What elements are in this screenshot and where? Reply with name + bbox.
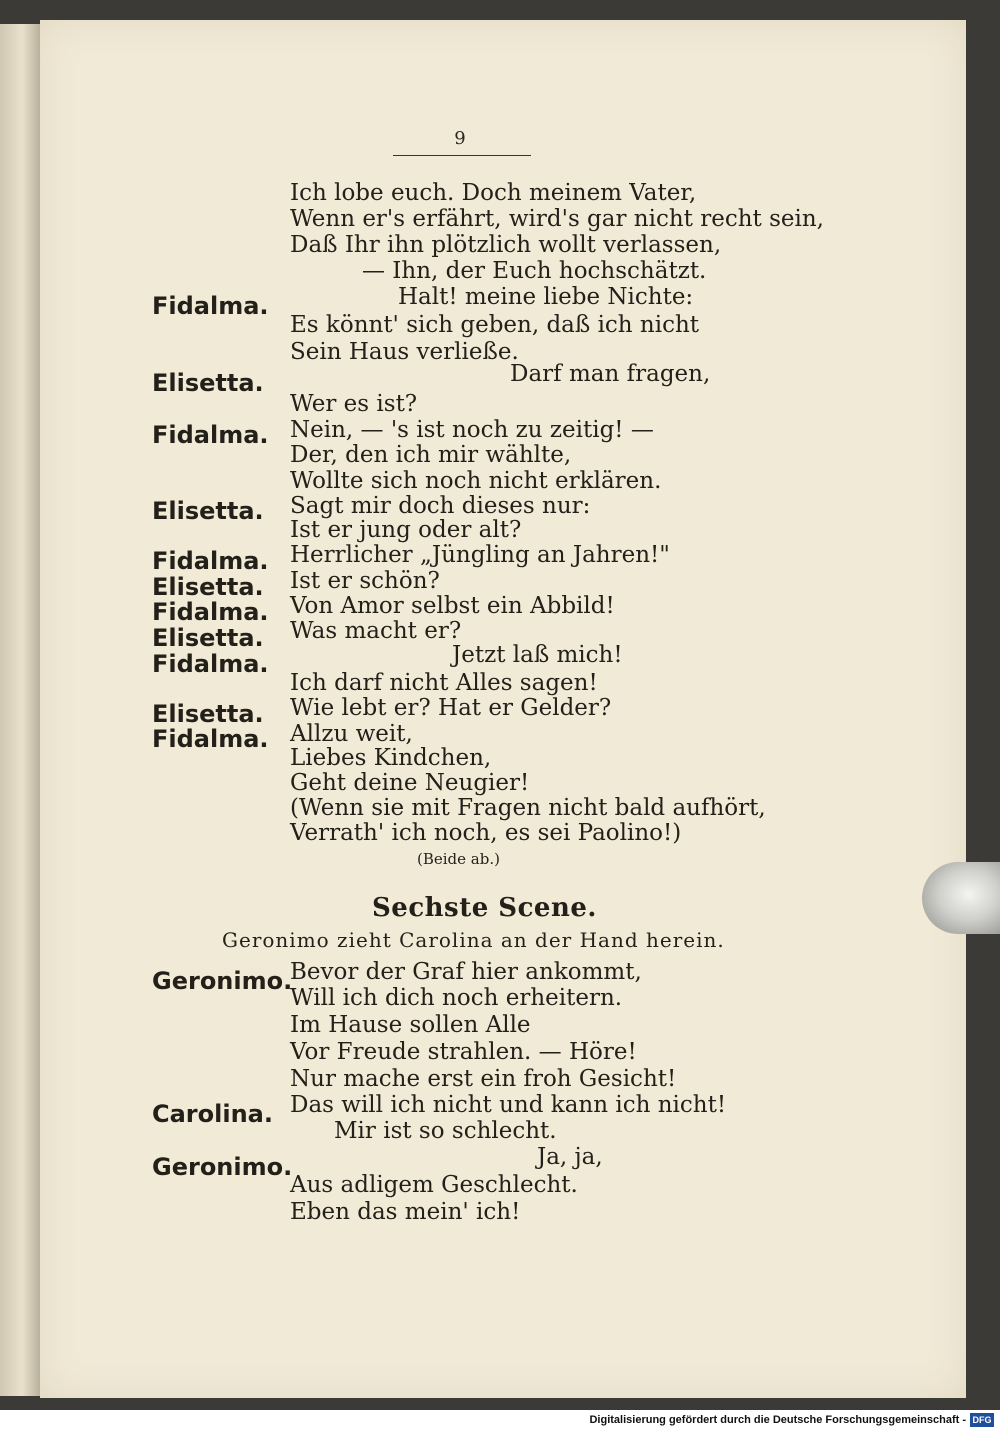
speaker-name: Elisetta. xyxy=(152,624,264,652)
header-rule xyxy=(393,155,531,156)
verse-line: Nein, — 's ist noch zu zeitig! — xyxy=(290,417,654,443)
verse-line: Wer es ist? xyxy=(290,391,418,417)
verse-line: Daß Ihr ihn plötzlich wollt verlassen, xyxy=(290,232,722,258)
speaker-name: Geronimo. xyxy=(152,1153,293,1181)
verse-line: Ich lobe euch. Doch meinem Vater, xyxy=(290,180,697,206)
speaker-name: Fidalma. xyxy=(152,598,269,626)
speaker-name: Fidalma. xyxy=(152,725,269,753)
footer-credit: Digitalisierung gefördert durch die Deutsche Forschungsgemeinschaft - xyxy=(589,1414,966,1426)
verse-line: Mir ist so schlecht. xyxy=(334,1118,557,1144)
verse-line: Will ich dich noch erheitern. xyxy=(290,985,623,1011)
verse-line: (Wenn sie mit Fragen nicht bald aufhört, xyxy=(290,795,766,821)
stage-direction: Geronimo zieht Carolina an der Hand herein. xyxy=(222,928,725,952)
speaker-name: Elisetta. xyxy=(152,573,264,601)
verse-line: Es könnt' sich geben, daß ich nicht xyxy=(290,312,700,338)
speaker-name: Fidalma. xyxy=(152,650,269,678)
verse-line: Nur mache erst ein froh Gesicht! xyxy=(290,1066,677,1092)
verse-line: Ist er jung oder alt? xyxy=(290,517,522,543)
verse-line: Darf man fragen, xyxy=(510,361,711,387)
left-page-edge xyxy=(0,24,40,1396)
verse-line: Das will ich nicht und kann ich nicht! xyxy=(290,1092,727,1118)
verse-line: Ich darf nicht Alles sagen! xyxy=(290,670,598,696)
verse-line: Ist er schön? xyxy=(290,568,440,594)
verse-line: Allzu weit, xyxy=(290,721,413,747)
dfg-logo: DFG xyxy=(970,1413,994,1427)
speaker-name: Elisetta. xyxy=(152,700,264,728)
page-tab-marker xyxy=(922,862,1000,934)
verse-line: Halt! meine liebe Nichte: xyxy=(398,284,694,310)
verse-line: Bevor der Graf hier ankommt, xyxy=(290,959,642,985)
speaker-name: Fidalma. xyxy=(152,292,269,320)
verse-line: Wollte sich noch nicht erklären. xyxy=(290,468,662,494)
page-number: 9 xyxy=(454,128,466,149)
verse-line: Von Amor selbst ein Abbild! xyxy=(290,593,615,619)
verse-line: Ja, ja, xyxy=(537,1144,603,1170)
verse-line: — Ihn, der Euch hochschätzt. xyxy=(362,258,707,284)
speaker-name: Geronimo. xyxy=(152,967,293,995)
verse-line: Wenn er's erfährt, wird's gar nicht recht sein, xyxy=(290,206,824,232)
scene-heading: Sechste Scene. xyxy=(372,893,597,923)
stage-exit: (Beide ab.) xyxy=(417,850,500,868)
verse-line: Geht deine Neugier! xyxy=(290,770,530,796)
verse-line: Vor Freude strahlen. — Höre! xyxy=(290,1039,637,1065)
verse-line: Verrath' ich noch, es sei Paolino!) xyxy=(290,820,682,846)
speaker-name: Carolina. xyxy=(152,1100,273,1128)
verse-line: Im Hause sollen Alle xyxy=(290,1012,531,1038)
verse-line: Herrlicher „Jüngling an Jahren!" xyxy=(290,542,670,568)
verse-line: Sein Haus verließe. xyxy=(290,339,519,365)
verse-line: Eben das mein' ich! xyxy=(290,1199,521,1225)
verse-line: Aus adligem Geschlecht. xyxy=(290,1172,578,1198)
speaker-name: Elisetta. xyxy=(152,369,264,397)
speaker-name: Fidalma. xyxy=(152,547,269,575)
verse-line: Was macht er? xyxy=(290,618,462,644)
verse-line: Wie lebt er? Hat er Gelder? xyxy=(290,695,612,721)
verse-line: Der, den ich mir wählte, xyxy=(290,442,572,468)
speaker-name: Elisetta. xyxy=(152,497,264,525)
speaker-name: Fidalma. xyxy=(152,421,269,449)
verse-line: Liebes Kindchen, xyxy=(290,745,492,771)
verse-line: Sagt mir doch dieses nur: xyxy=(290,493,591,519)
verse-line: Jetzt laß mich! xyxy=(452,642,623,668)
